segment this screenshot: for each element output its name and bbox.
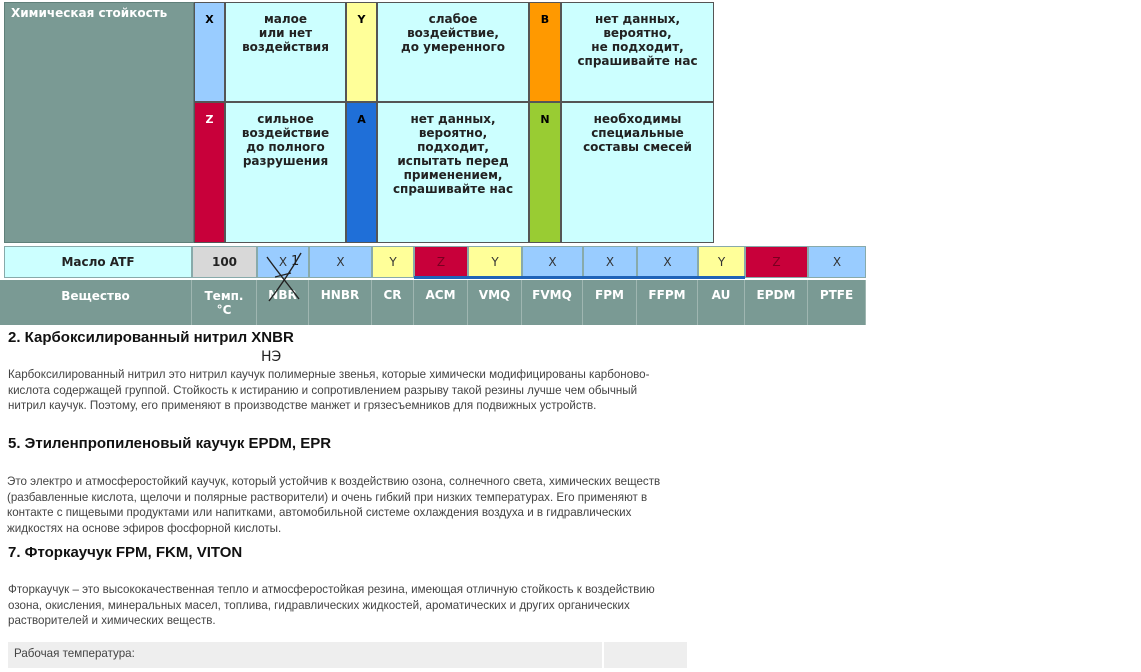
rating-underline — [522, 276, 583, 279]
rating-fpm: X — [583, 246, 637, 278]
header-ptfe: PTFE — [808, 280, 866, 325]
legend-desc-x: малое или нет воздействия — [225, 2, 346, 102]
text-fpm: Фторкаучук – это высококачественная тепло и атмосферостойкая резина, имеющая отличную стойкость к воздействию озона, окисления, минеральных масел, топлива, гидравлических жидкостей, ароматических и других органических растворителей и химических веществ. — [8, 583, 655, 628]
rating-ptfe: X — [808, 246, 866, 278]
header-vmq: VMQ — [468, 280, 522, 325]
legend-code-x: X — [194, 2, 225, 102]
handwritten-mark: 1 — [291, 254, 300, 269]
legend-desc-y: слабое воздействие, до умеренного — [377, 2, 529, 102]
rating-epdm: Z — [745, 246, 808, 278]
header-ffpm: FFPM — [637, 280, 698, 325]
rating-ffpm: X — [637, 246, 698, 278]
footer-value — [604, 642, 687, 668]
rating-fvmq: X — [522, 246, 583, 278]
rating-underline — [637, 276, 698, 279]
header-cr: CR — [372, 280, 414, 325]
rating-underline — [698, 276, 745, 279]
rating-nbr: X — [257, 246, 309, 278]
rating-hnbr: X — [309, 246, 372, 278]
legend-desc-n: необходимы специальные составы смесей — [561, 102, 714, 243]
legend-code-a: A — [346, 102, 377, 243]
header-fpm: FPM — [583, 280, 637, 325]
legend-code-y: Y — [346, 2, 377, 102]
medium-label: Масло ATF — [4, 246, 192, 278]
header-fvmq: FVMQ — [522, 280, 583, 325]
rating-cr: Y — [372, 246, 414, 278]
rating-underline — [583, 276, 637, 279]
handwritten-note: НЭ — [261, 349, 282, 365]
legend-title: Химическая стойкость — [4, 2, 194, 243]
rating-underline — [468, 276, 522, 279]
header-temperature: Темп. °C — [192, 280, 257, 325]
handwritten-cross-icon — [255, 243, 315, 373]
legend-desc-b: нет данных, вероятно, не подходит, спрашивайте нас — [561, 2, 714, 102]
header-epdm: EPDM — [745, 280, 808, 325]
legend-desc-z: сильное воздействие до полного разрушения — [225, 102, 346, 243]
temperature-value: 100 — [192, 246, 257, 278]
legend-code-b: B — [529, 2, 561, 102]
text-xnbr: Карбоксилированный нитрил это нитрил каучук полимерные звенья, которые химически модифицированы карбоново-кислота содержащей группой. Стойкость к истиранию и сопротивлением разрыву такой резины лучше чем обычный нитрил каучук. Поэтому, его применяют в производстве манжет и грязесъемников для подвижных устройств. — [8, 368, 650, 413]
text-epdm: Это электро и атмосферостойкий каучук, который устойчив к воздействию озона, солнечного света, химических веществ (разбавленные кислота, щелочи и полярные растворители) и очень гибкий при низких температурах. Его применяют в контакте с пищевыми продуктами или напитками, автомобильной системе охлаждения воздуха и в гидравлических жидкостях на основе эфиров фосфорной кислоты. — [7, 475, 661, 535]
rating-vmq: Y — [468, 246, 522, 278]
header-acm: ACM — [414, 280, 468, 325]
header-au: AU — [698, 280, 745, 325]
rating-acm: Z — [414, 246, 468, 278]
footer-label: Рабочая температура: — [8, 642, 602, 668]
rating-underline — [414, 276, 468, 279]
header-nbr: NBR — [257, 280, 309, 325]
heading-epdm: 5. Этиленпропиленовый каучук EPDM, EPR — [8, 435, 332, 452]
header-hnbr: HNBR — [309, 280, 372, 325]
heading-fpm: 7. Фторкаучук FPM, FKM, VITON — [8, 544, 243, 561]
rating-au: Y — [698, 246, 745, 278]
header-substance: Вещество — [0, 280, 192, 325]
legend-code-z: Z — [194, 102, 225, 243]
legend-code-n: N — [529, 102, 561, 243]
legend-desc-a: нет данных, вероятно, подходит, испытать перед применением, спрашивайте нас — [377, 102, 529, 243]
heading-xnbr: 2. Карбоксилированный нитрил XNBR — [8, 329, 294, 346]
